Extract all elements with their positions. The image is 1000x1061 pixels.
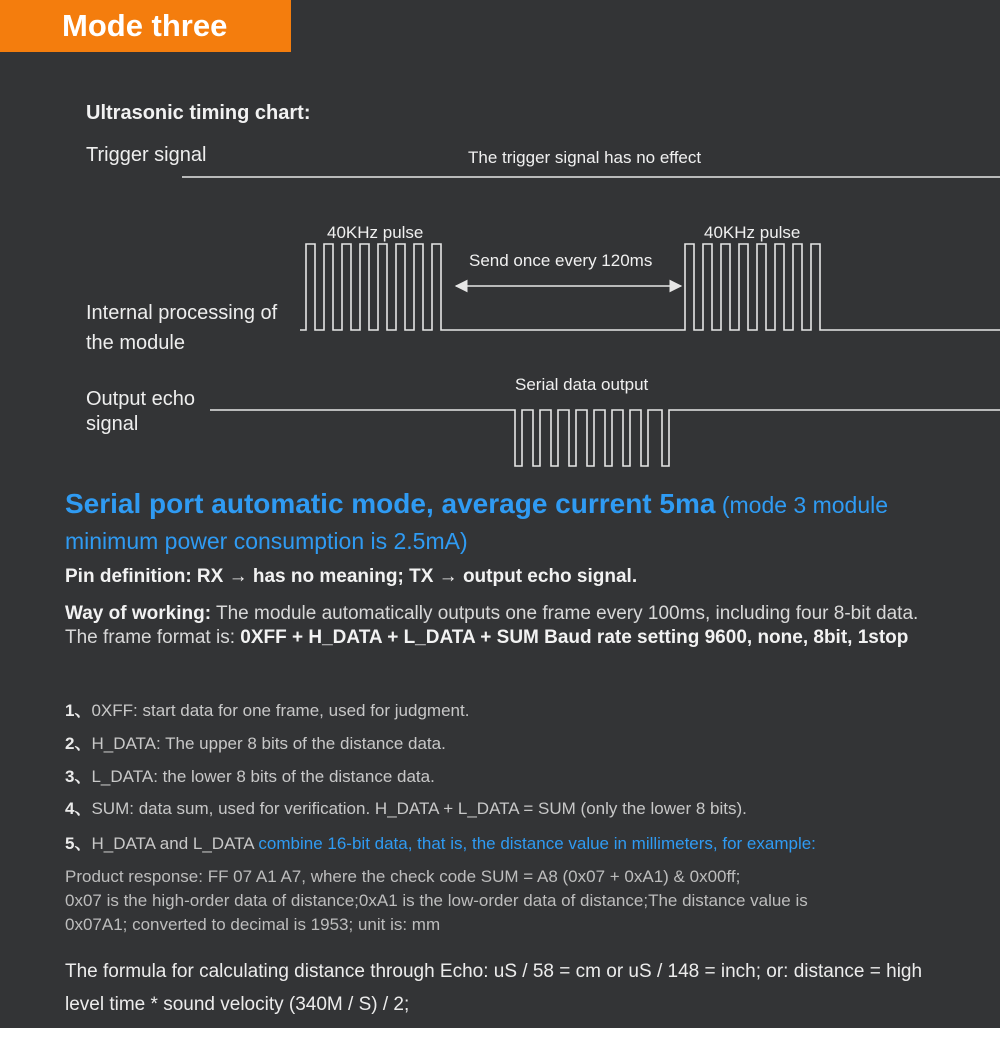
list-item: 3、L_DATA: the lower 8 bits of the distance data.	[65, 767, 435, 786]
example-text	[65, 865, 955, 937]
example-line-1: Product response: FF 07 A1 A7, where the check code SUM = A8 (0x07 + 0xA1) & 0x00ff;	[65, 867, 741, 886]
list-item: 4、SUM: data sum, used for verification. H_DATA + L_DATA = SUM (only the lower 8 bits).	[65, 799, 747, 818]
pulse-label-1: 40KHz pulse	[327, 223, 424, 242]
example-line-3: 0x07A1; converted to decimal is 1953; unit is: mm	[65, 915, 441, 934]
way-of-working	[65, 602, 955, 650]
trigger-note: The trigger signal has no effect	[468, 148, 702, 167]
output-echo-label-line1: Output echo	[86, 388, 195, 410]
output-echo-label-line2: signal	[86, 413, 139, 435]
internal-processing-label-line1: Internal processing of	[86, 302, 278, 324]
timing-waveforms	[0, 0, 1000, 480]
serial-mode-heading	[65, 488, 965, 561]
mode-title: Mode three	[62, 8, 228, 43]
list-item: 5、H_DATA and L_DATA combine 16-bit data, that is, the distance value in millimeters, for example:	[65, 834, 816, 853]
internal-processing-label-line2: the module	[86, 332, 185, 354]
pulse-label-2: 40KHz pulse	[704, 223, 801, 242]
example-line-2: 0x07 is the high-order data of distance;0xA1 is the low-order data of distance;The distance value is	[65, 891, 808, 910]
timing-chart-title: Ultrasonic timing chart:	[86, 102, 311, 124]
serial-mode-heading-main: Serial port automatic mode, average current 5ma	[65, 488, 716, 519]
serial-mode-heading-note: (mode 3 module minimum power consumption is 2.5mA)	[65, 492, 889, 554]
frame-format: 0XFF + H_DATA + L_DATA + SUM Baud rate setting 9600, none, 8bit, 1stop	[240, 627, 909, 648]
interval-label: Send once every 120ms	[469, 251, 653, 270]
pulse-waveform	[300, 244, 1000, 330]
serial-output-label: Serial data output	[515, 375, 649, 394]
pin-definition: Pin definition: RX → has no meaning; TX → output echo signal.	[65, 566, 638, 587]
distance-formula: The formula for calculating distance through Echo: uS / 58 = cm or uS / 148 = inch; or: distance = high level time * sound velocity (340M / S) / 2;	[65, 961, 923, 1015]
list-item: 2、H_DATA: The upper 8 bits of the distance data.	[65, 734, 446, 753]
list-item: 1、0XFF: start data for one frame, used for judgment.	[65, 701, 470, 720]
trigger-signal-label: Trigger signal	[86, 144, 207, 166]
way-of-working-text: The module automatically outputs one frame every 100ms, including four 8-bit data. The frame format is:	[65, 603, 919, 648]
way-of-working-label: Way of working:	[65, 603, 212, 624]
echo-waveform	[210, 410, 1000, 466]
